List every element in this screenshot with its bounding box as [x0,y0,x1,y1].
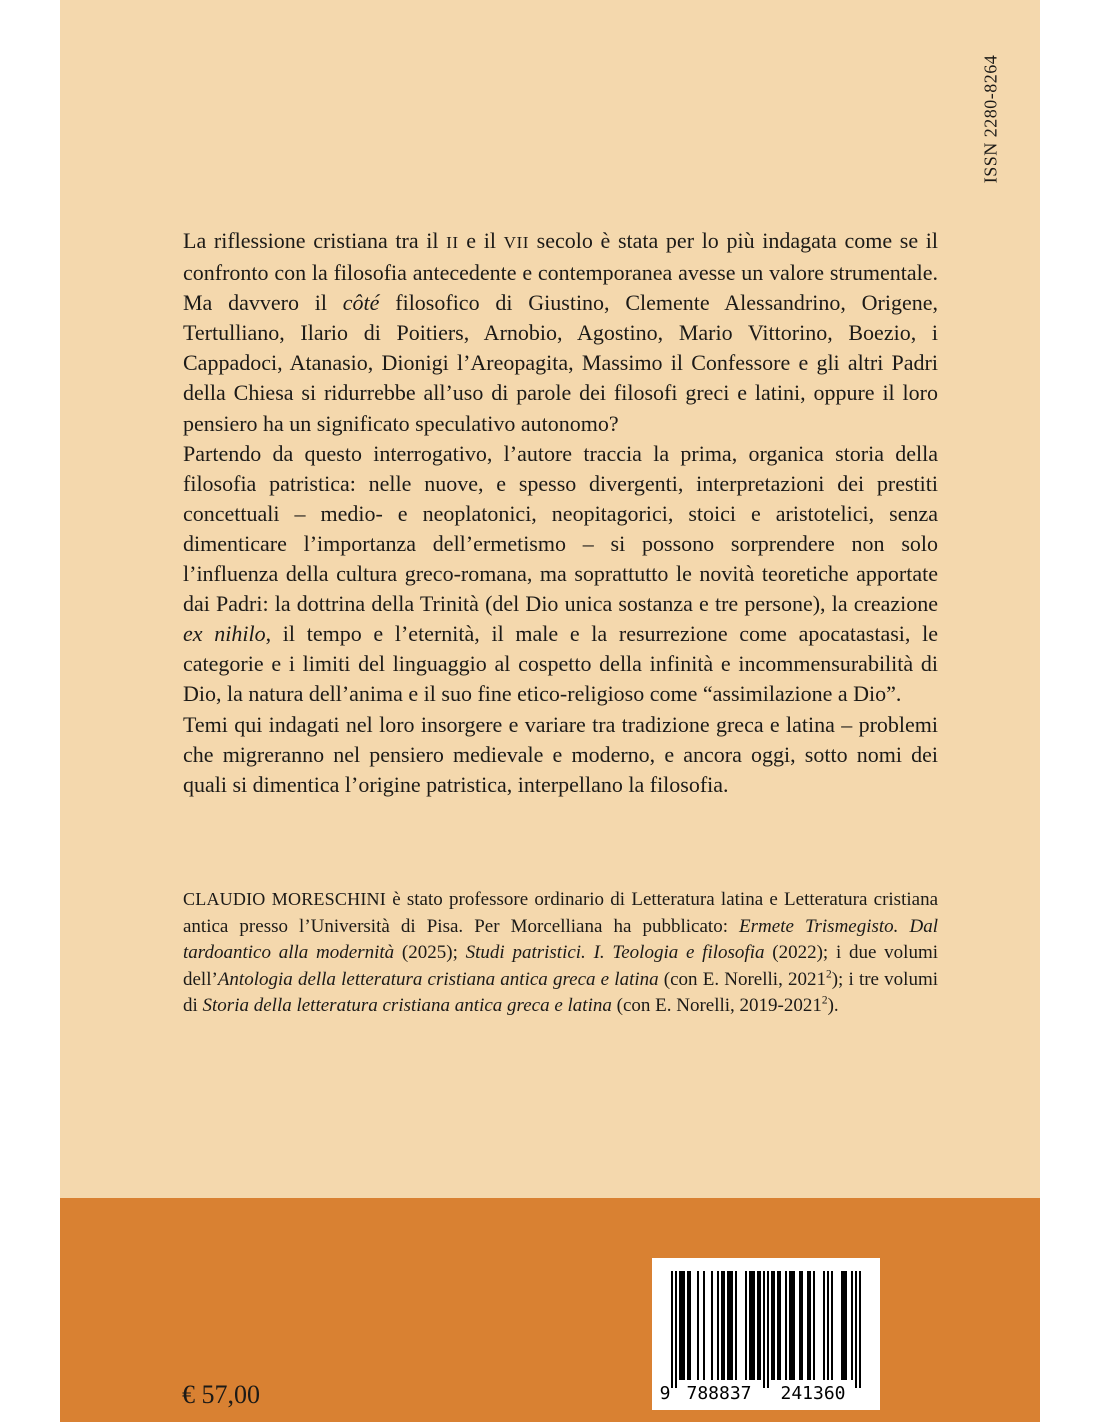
barcode-bar [703,1271,705,1380]
italic-text: ex nihilo [183,621,266,647]
barcode-graphic [652,1258,880,1410]
barcode-bar [753,1271,755,1380]
barcode-bar [841,1271,843,1380]
barcode-bar [793,1271,795,1380]
barcode-bar [683,1271,685,1380]
blurb-paragraph [183,439,938,710]
text-run: secolo è stata per lo più indagata come se il confronto con la filosofia antecedente e contemporanea avesse un valore strumentale. Ma davvero il [183,228,938,316]
barcode-bar [735,1271,737,1380]
barcode-bar [773,1271,775,1380]
barcode-bar [823,1271,825,1380]
barcode-bar [767,1271,769,1388]
author-bio [183,886,938,1020]
barcode-bar [749,1271,751,1380]
roman-numeral: II [446,233,459,252]
barcode-bar [763,1271,765,1388]
barcode-bar [745,1271,747,1380]
text-run: (con E. Norelli, 2019-2021 [611,995,822,1016]
barcode-bar [675,1271,677,1388]
italic-text: côté [342,290,380,316]
barcode-bar [671,1271,673,1388]
barcode-bar [697,1271,699,1380]
barcode-digits: 9 [659,1383,671,1404]
isbn-barcode [652,1258,880,1410]
text-run: (2022); i due volumi dell’ [183,942,939,990]
italic-text: Storia della letteratura cristiana antica greca e latina [202,995,612,1016]
text-run: (2025); [394,942,466,963]
footer-band [60,1198,1040,1422]
barcode-bar [813,1271,815,1380]
barcode-bar [855,1271,857,1388]
text-run: Temi qui indagati nel loro insorgere e variare tra tradizione greca e latina – problemi che migreranno nel pensiero medievale e moderno, e ancora oggi, sotto nomi dei quali si dimentica l’origine patristica, interpellano la filosofia. [183,711,938,797]
barcode-digits: 788837 [686,1383,752,1404]
barcode-digits: 241360 [780,1383,846,1404]
barcode-bar [711,1271,713,1380]
barcode-bar [779,1271,781,1380]
text-run: ). [827,995,839,1016]
superscript: 2 [821,994,828,1007]
italic-text: Studi patristici. I. Teologia e filosofia [465,942,765,963]
text-run: filosofico di Giustino, Clemente Alessandrino, Origene, Tertulliano, Ilario di Poitiers, Arnobio, Agostino, Mario Vittorino, Boezio, i Cappadoci, Atanasio, Dionigi l’Areopagita, Massimo il Confessore e gli altri Padri della Chiesa si ridurrebbe all’uso di parole dei filosofi greci e latini, oppure il loro pensiero ha un significato speculativo autonomo? [183,290,938,436]
barcode-bar [759,1271,761,1380]
barcode-bar [785,1271,787,1380]
barcode-bar [809,1271,811,1380]
text-run: Partendo da questo interrogativo, l’autore traccia la prima, organica storia della filosofia patristica: nelle nuove, e spesso divergenti, interpretazioni dei prestiti concettuali – medio- e neoplatonici, neopitagorici, stoici e aristotelici, senza dimenticare l’importanza dell’ermetismo – si possono sorprendere non solo l’influenza della cultura greco-romana, ma soprattutto le novità teoretiche apportate dai Padri: la dottrina della Trinità (del Dio unica sostanza e tre persone), la creazione [183,440,938,617]
barcode-bar [827,1271,829,1380]
barcode-bar [679,1271,681,1380]
barcode-bar [831,1271,833,1380]
barcode-bar [727,1271,729,1380]
book-back-cover [60,0,1040,1422]
barcode-bar [843,1271,845,1380]
author-name: CLAUDIO MORESCHINI [183,889,386,909]
blurb-paragraph [183,226,938,439]
barcode-bar [789,1271,791,1380]
italic-text: Ermete Trismegisto. Dal tardoantico alla modernità [183,915,938,963]
issn-label [976,44,1006,194]
barcode-bar [687,1271,689,1380]
barcode-bar [757,1271,759,1380]
barcode-bar [723,1271,725,1380]
price-label: € 57,00 [182,1380,260,1409]
barcode-bar [777,1271,779,1380]
barcode-bar [799,1271,801,1380]
barcode-bar [721,1271,723,1380]
text-run: è stato professore ordinario di Letteratura latina e Letteratura cristiana antica presso l’Università di Pisa. Per Morcelliana ha pubblicato: [183,889,938,937]
barcode-bar [771,1271,773,1380]
barcode-bar [851,1271,853,1380]
barcode-bar [859,1271,861,1388]
text-run: La riflessione cristiana tra il [183,228,447,253]
issn-text: ISSN 2280-8264 [980,54,1001,184]
barcode-bar [689,1271,691,1380]
barcode-bar [751,1271,753,1380]
blurb-paragraph [183,710,938,800]
text-run: , il tempo e l’eternità, il male e la resurrezione come apocatastasi, le categorie e i limiti del linguaggio al cospetto della infinità e incommensurabilità di Dio, la natura dell’anima e il suo fine etico-religioso come “assimilazione a Dio”. [183,621,938,707]
barcode-bar [731,1271,733,1380]
barcode-bar [717,1271,719,1380]
text-run: e il [458,228,504,253]
barcode-bar [801,1271,803,1380]
barcode-bar [791,1271,793,1380]
barcode-bar [807,1271,809,1380]
roman-numeral: VII [503,233,529,252]
superscript: 2 [826,968,832,981]
bio-paragraph [183,886,938,1020]
blurb-text [183,226,938,800]
barcode-bar [845,1271,847,1380]
text-run: (con E. Norelli, 2021 [658,968,827,990]
italic-text: Antologia della letteratura cristiana antica greca e latina [217,968,659,990]
text-run: ); i tre volumi di [183,968,939,1016]
barcode-bar [681,1271,683,1380]
barcode-bar [729,1271,731,1380]
